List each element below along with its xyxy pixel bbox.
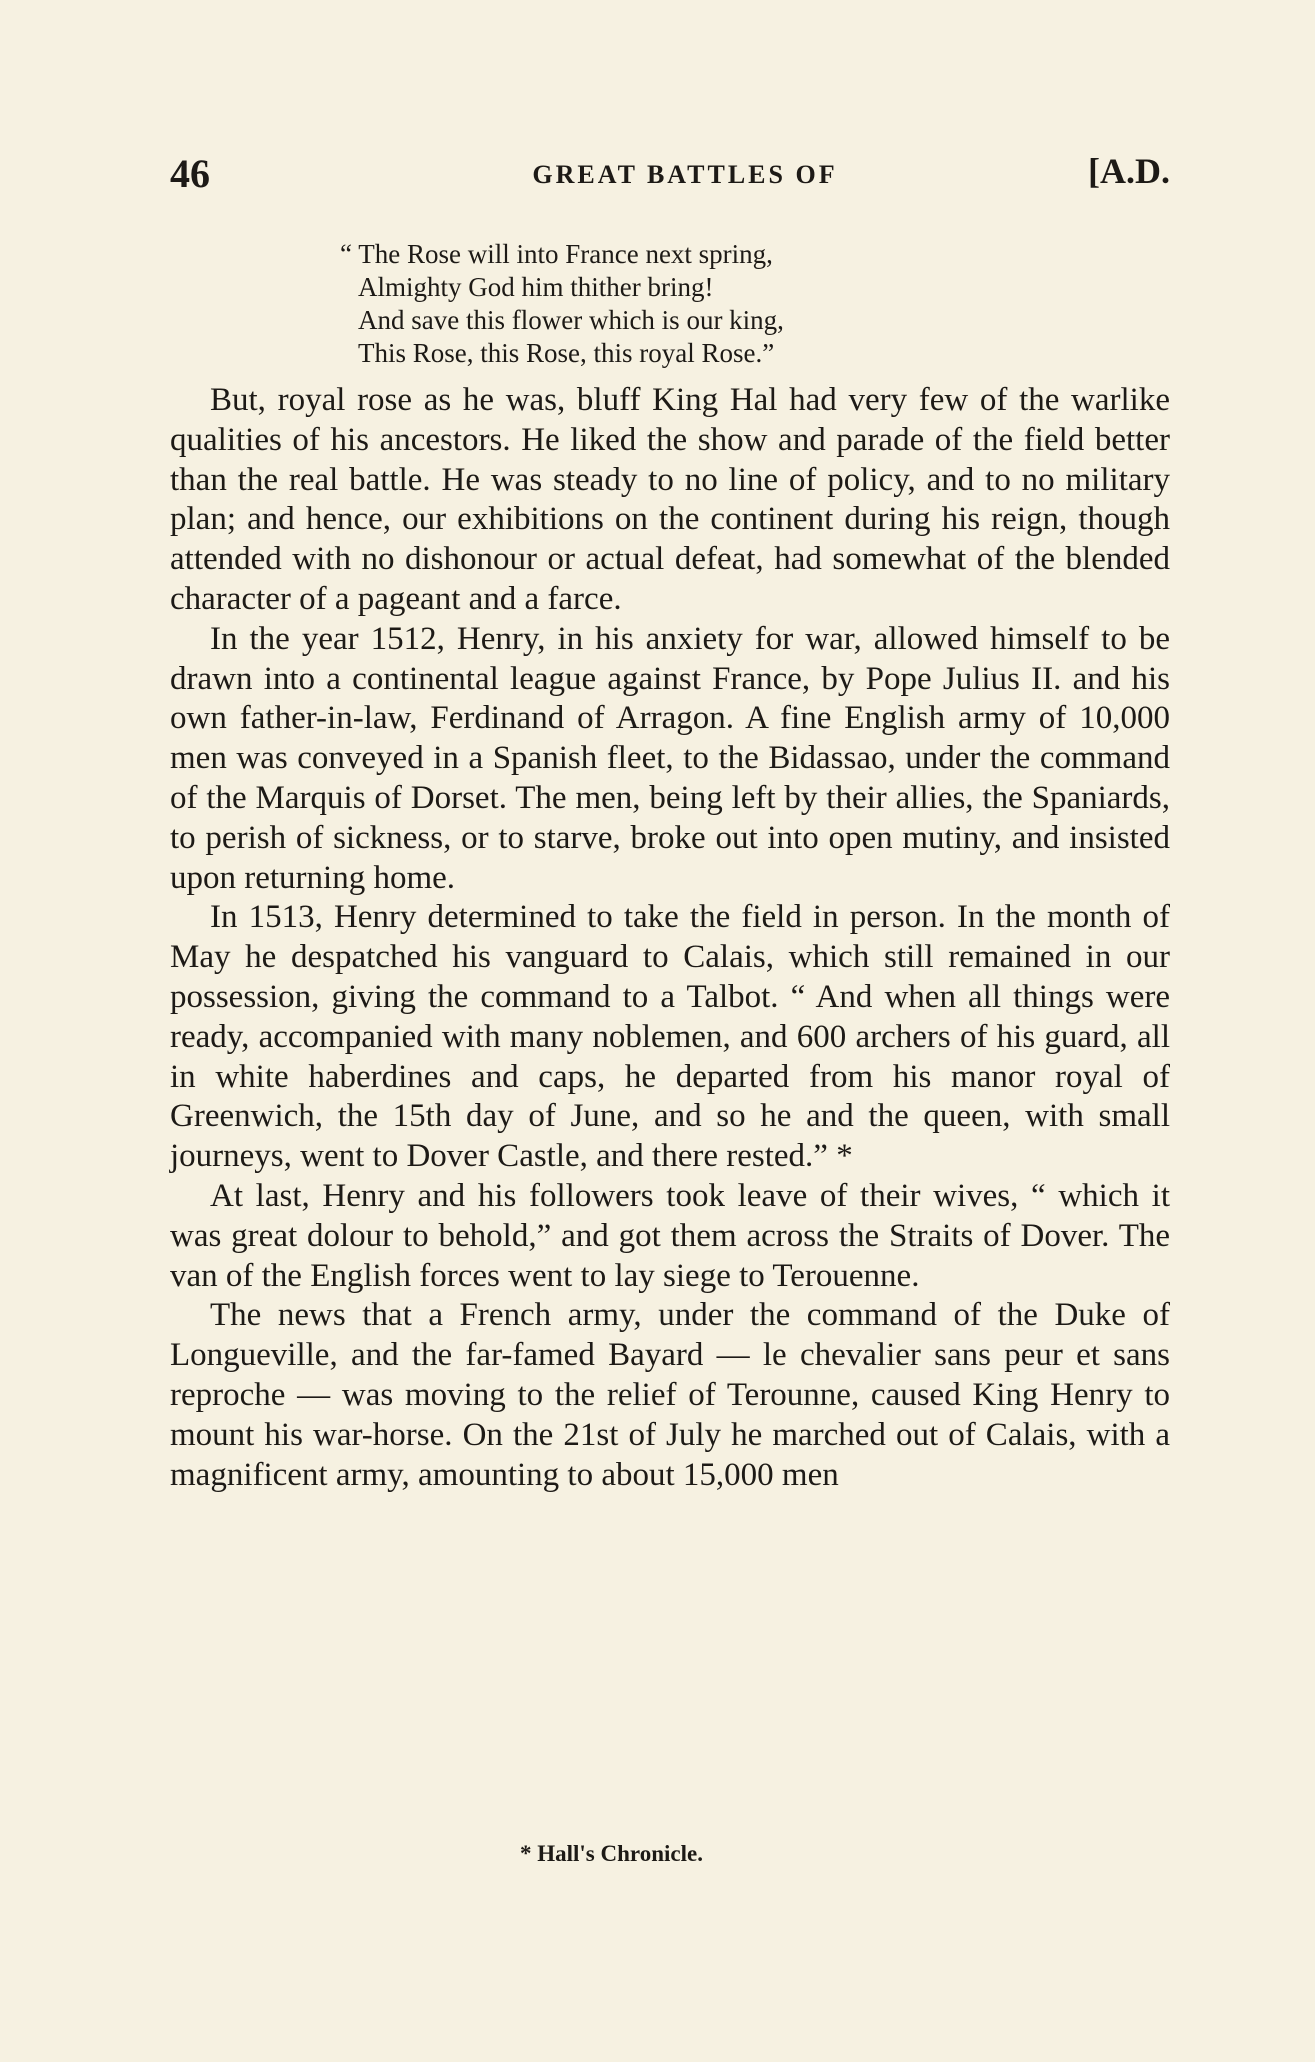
- body-text: [170, 381, 1170, 1495]
- paragraph: In 1513, Henry determined to take the field in person. In the month of May he despatched his vanguard to Calais, which still remained in our possession, giving the command to a Talbot. “ And when all things were ready, accompanied with many noblemen, and 600 archers of his guard, all in white haberdines and caps, he departed from his manor royal of Greenwich, the 15th day of June, and so he and the queen, with small journeys, went to Dover Castle, and there rested.” *: [170, 899, 1170, 1175]
- paragraph: The news that a French army, under the command of the Duke of Longueville, and the far-famed Bayard — le chevalier sans peur et sans reproche — was moving to the relief of Terounne, caused King Henry to mount his war-horse. On the 21st of July he marched out of Calais, with a magnificent army, amounting to about 15,000 men: [170, 1297, 1170, 1493]
- footnote: * Hall's Chronicle.: [520, 1841, 703, 1866]
- paragraph: In the year 1512, Henry, in his anxiety for war, allowed himself to be drawn into a continental league against France, by Pope Julius II. and his own father-in-law, Ferdinand of Arragon. A fine English army of 10,000 men was conveyed in a Spanish fleet, to the Bidassao, under the command of the Marquis of Dorset. The men, being left by their allies, the Spaniards, to perish of sickness, or to starve, broke out into open mutiny, and insisted upon returning home.: [170, 620, 1170, 896]
- paragraph: At last, Henry and his followers took leave of their wives, “ which it was great dolour to behold,” and got them across the Straits of Dover. The van of the English forces went to lay siege to Terouenne.: [170, 1177, 1170, 1294]
- page-number: 46: [170, 151, 210, 196]
- paragraph: But, royal rose as he was, bluff King Hal had very few of the warlike qualities of his ancestors. He liked the show and parade of the field better than the real battle. He was steady to no line of policy, and to no military plan; and hence, our exhibitions on the continent during his reign, though attended with no dishonour or actual defeat, had somewhat of the blended character of a pageant and a farce.: [170, 382, 1170, 617]
- page-header: [170, 150, 1170, 200]
- verse-line: This Rose, this Rose, this royal Rose.”: [358, 338, 775, 368]
- running-title: GREAT BATTLES OF: [532, 160, 838, 189]
- verse-line: “ The Rose will into France next spring,: [340, 239, 773, 269]
- verse-line: And save this flower which is our king,: [358, 305, 784, 335]
- era-mark: [A.D.: [1088, 151, 1170, 191]
- verse-line: Almighty God him thither bring!: [358, 272, 714, 302]
- verse-quote: [340, 238, 784, 370]
